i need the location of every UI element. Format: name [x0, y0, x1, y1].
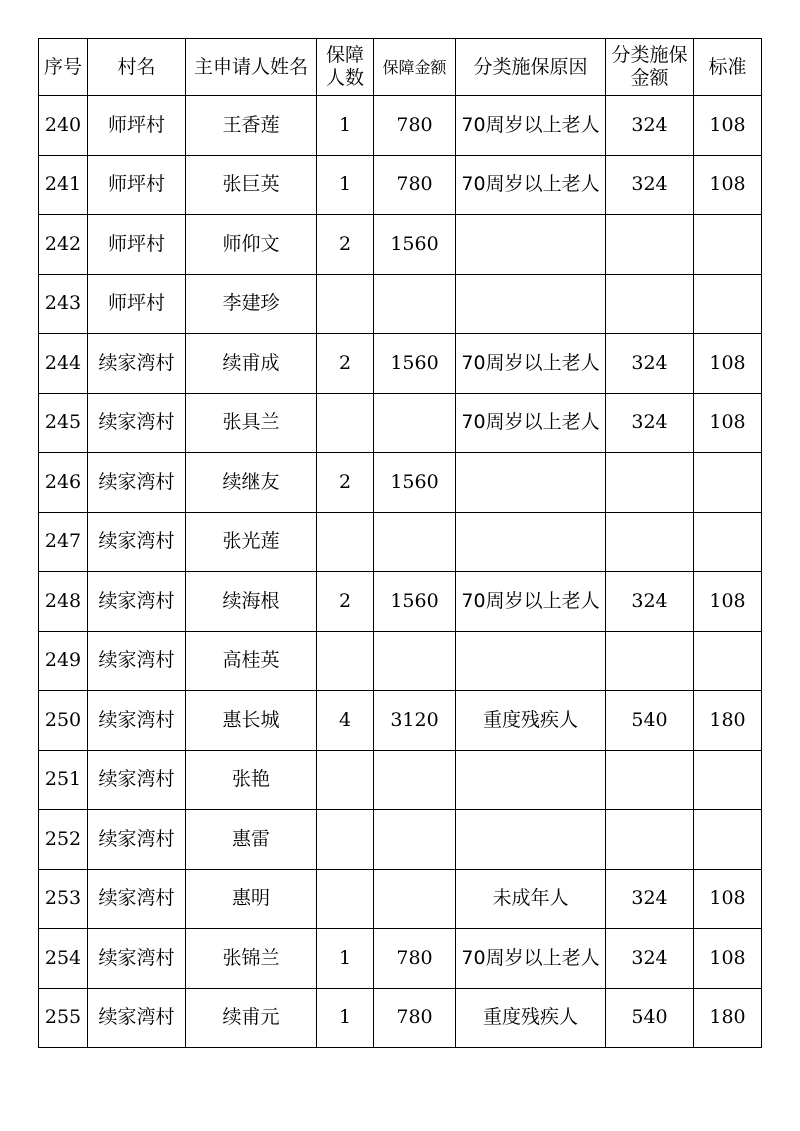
- cell-count: [317, 274, 374, 334]
- cell-reason: 70周岁以上老人: [456, 929, 606, 989]
- cell-amount: [374, 274, 456, 334]
- cell-reason: [456, 750, 606, 810]
- cell-standard: 180: [694, 691, 762, 751]
- cell-reason: 70周岁以上老人: [456, 155, 606, 215]
- header-seq: 序号: [39, 39, 88, 96]
- cell-village: 续家湾村: [88, 869, 186, 929]
- cell-applicant: 张巨英: [186, 155, 317, 215]
- cell-applicant: 张艳: [186, 750, 317, 810]
- cell-seq: 248: [39, 572, 88, 632]
- cell-village: 续家湾村: [88, 810, 186, 870]
- cell-reason: 重度残疾人: [456, 691, 606, 751]
- cell-class-amount: 540: [606, 988, 694, 1048]
- header-village: 村名: [88, 39, 186, 96]
- cell-amount: 1560: [374, 453, 456, 513]
- cell-count: 1: [317, 155, 374, 215]
- cell-seq: 244: [39, 334, 88, 394]
- cell-village: 续家湾村: [88, 929, 186, 989]
- cell-count: 2: [317, 215, 374, 275]
- header-row: [39, 39, 762, 96]
- cell-seq: 242: [39, 215, 88, 275]
- cell-village: 续家湾村: [88, 631, 186, 691]
- cell-seq: 245: [39, 393, 88, 453]
- cell-village: 续家湾村: [88, 572, 186, 632]
- table-row: [39, 929, 762, 989]
- cell-village: 续家湾村: [88, 691, 186, 751]
- cell-class-amount: [606, 750, 694, 810]
- cell-count: 4: [317, 691, 374, 751]
- cell-village: 师坪村: [88, 274, 186, 334]
- cell-applicant: 高桂英: [186, 631, 317, 691]
- cell-village: 续家湾村: [88, 334, 186, 394]
- table-row: [39, 155, 762, 215]
- table-row: [39, 988, 762, 1048]
- cell-count: 2: [317, 453, 374, 513]
- header-applicant: 主申请人姓名: [186, 39, 317, 96]
- cell-reason: [456, 215, 606, 275]
- subsidy-roster-table: [38, 38, 762, 1048]
- cell-village: 师坪村: [88, 96, 186, 156]
- cell-applicant: 续甫元: [186, 988, 317, 1048]
- table-row: [39, 334, 762, 394]
- cell-applicant: 惠长城: [186, 691, 317, 751]
- cell-count: [317, 512, 374, 572]
- header-standard: 标准: [694, 39, 762, 96]
- cell-seq: 255: [39, 988, 88, 1048]
- cell-class-amount: [606, 274, 694, 334]
- cell-count: [317, 810, 374, 870]
- cell-standard: 108: [694, 96, 762, 156]
- cell-amount: [374, 393, 456, 453]
- cell-applicant: 张锦兰: [186, 929, 317, 989]
- cell-seq: 251: [39, 750, 88, 810]
- header-count: 保障人数: [317, 39, 374, 96]
- cell-class-amount: 324: [606, 572, 694, 632]
- cell-class-amount: 324: [606, 869, 694, 929]
- cell-reason: [456, 274, 606, 334]
- cell-applicant: 王香莲: [186, 96, 317, 156]
- header-class-amount: 分类施保金额: [606, 39, 694, 96]
- cell-seq: 240: [39, 96, 88, 156]
- cell-reason: 重度残疾人: [456, 988, 606, 1048]
- cell-amount: 780: [374, 155, 456, 215]
- cell-village: 续家湾村: [88, 512, 186, 572]
- cell-amount: 780: [374, 96, 456, 156]
- cell-seq: 252: [39, 810, 88, 870]
- cell-standard: [694, 810, 762, 870]
- cell-reason: [456, 631, 606, 691]
- cell-reason: 70周岁以上老人: [456, 334, 606, 394]
- table-row: [39, 750, 762, 810]
- table-row: [39, 453, 762, 513]
- cell-village: 师坪村: [88, 215, 186, 275]
- cell-count: 1: [317, 988, 374, 1048]
- cell-village: 续家湾村: [88, 988, 186, 1048]
- cell-seq: 253: [39, 869, 88, 929]
- cell-amount: [374, 869, 456, 929]
- cell-class-amount: 324: [606, 96, 694, 156]
- cell-reason: [456, 453, 606, 513]
- cell-count: [317, 869, 374, 929]
- cell-applicant: 张具兰: [186, 393, 317, 453]
- cell-standard: [694, 631, 762, 691]
- cell-class-amount: 540: [606, 691, 694, 751]
- header-amount: 保障金额: [374, 39, 456, 96]
- cell-class-amount: [606, 512, 694, 572]
- cell-count: 1: [317, 929, 374, 989]
- cell-seq: 246: [39, 453, 88, 513]
- cell-standard: 108: [694, 869, 762, 929]
- cell-amount: 3120: [374, 691, 456, 751]
- cell-class-amount: 324: [606, 393, 694, 453]
- cell-reason: 未成年人: [456, 869, 606, 929]
- cell-reason: [456, 512, 606, 572]
- table-row: [39, 810, 762, 870]
- table-row: [39, 274, 762, 334]
- cell-applicant: 师仰文: [186, 215, 317, 275]
- cell-class-amount: 324: [606, 155, 694, 215]
- cell-village: 师坪村: [88, 155, 186, 215]
- cell-standard: [694, 274, 762, 334]
- cell-amount: [374, 750, 456, 810]
- cell-count: [317, 631, 374, 691]
- cell-seq: 243: [39, 274, 88, 334]
- cell-amount: 780: [374, 929, 456, 989]
- cell-applicant: 李建珍: [186, 274, 317, 334]
- cell-standard: 108: [694, 929, 762, 989]
- cell-amount: 1560: [374, 334, 456, 394]
- table-row: [39, 512, 762, 572]
- table-row: [39, 96, 762, 156]
- cell-standard: [694, 215, 762, 275]
- cell-seq: 254: [39, 929, 88, 989]
- cell-applicant: 续继友: [186, 453, 317, 513]
- cell-count: 1: [317, 96, 374, 156]
- table-row: [39, 691, 762, 751]
- cell-amount: [374, 631, 456, 691]
- cell-applicant: 张光莲: [186, 512, 317, 572]
- cell-village: 续家湾村: [88, 750, 186, 810]
- cell-seq: 247: [39, 512, 88, 572]
- cell-reason: 70周岁以上老人: [456, 96, 606, 156]
- table-row: [39, 572, 762, 632]
- cell-standard: 108: [694, 572, 762, 632]
- cell-village: 续家湾村: [88, 393, 186, 453]
- cell-standard: [694, 453, 762, 513]
- cell-applicant: 续甫成: [186, 334, 317, 394]
- cell-count: 2: [317, 572, 374, 632]
- cell-class-amount: 324: [606, 334, 694, 394]
- cell-count: [317, 393, 374, 453]
- cell-class-amount: 324: [606, 929, 694, 989]
- cell-applicant: 惠明: [186, 869, 317, 929]
- cell-reason: 70周岁以上老人: [456, 393, 606, 453]
- table-row: [39, 631, 762, 691]
- cell-seq: 241: [39, 155, 88, 215]
- cell-class-amount: [606, 810, 694, 870]
- header-reason: 分类施保原因: [456, 39, 606, 96]
- table-row: [39, 215, 762, 275]
- cell-applicant: 惠雷: [186, 810, 317, 870]
- cell-class-amount: [606, 631, 694, 691]
- table-row: [39, 869, 762, 929]
- cell-village: 续家湾村: [88, 453, 186, 513]
- cell-class-amount: [606, 215, 694, 275]
- cell-count: 2: [317, 334, 374, 394]
- cell-reason: 70周岁以上老人: [456, 572, 606, 632]
- cell-amount: 1560: [374, 572, 456, 632]
- cell-count: [317, 750, 374, 810]
- cell-amount: 1560: [374, 215, 456, 275]
- cell-applicant: 续海根: [186, 572, 317, 632]
- table-row: [39, 393, 762, 453]
- cell-seq: 250: [39, 691, 88, 751]
- cell-amount: [374, 810, 456, 870]
- cell-standard: 108: [694, 334, 762, 394]
- cell-seq: 249: [39, 631, 88, 691]
- cell-amount: [374, 512, 456, 572]
- cell-standard: 108: [694, 393, 762, 453]
- cell-standard: [694, 750, 762, 810]
- cell-standard: 180: [694, 988, 762, 1048]
- cell-standard: [694, 512, 762, 572]
- cell-reason: [456, 810, 606, 870]
- cell-class-amount: [606, 453, 694, 513]
- cell-standard: 108: [694, 155, 762, 215]
- cell-amount: 780: [374, 988, 456, 1048]
